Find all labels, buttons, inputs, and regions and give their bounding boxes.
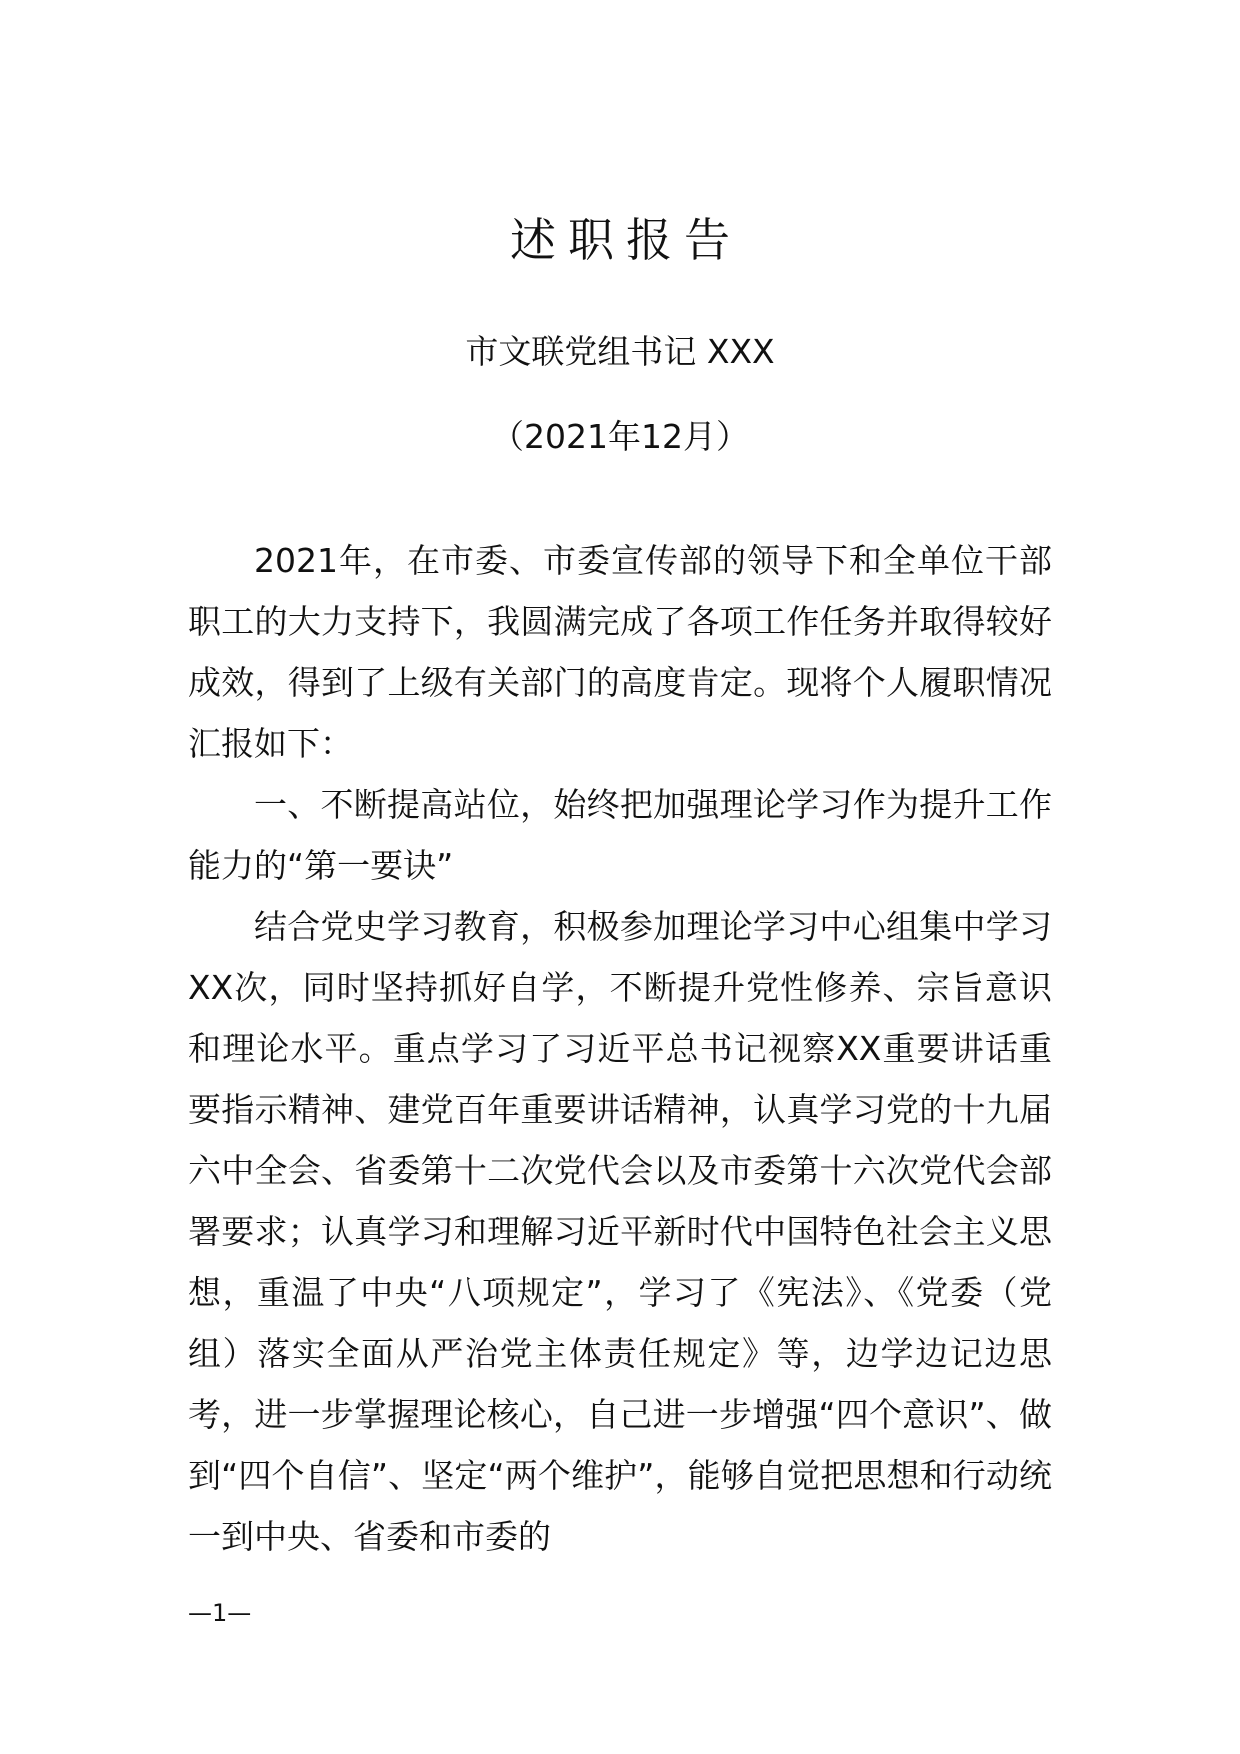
intro-paragraph: 2021年，在市委、市委宣传部的领导下和全单位干部职工的大力支持下，我圆满完成了各项工作任务并取得较好成效，得到了上级有关部门的高度肯定。现将个人履职情况汇报如下： xyxy=(188,541,1052,763)
body-paragraph: 结合党史学习教育，积极参加理论学习中心组集中学习XX次，同时坚持抓好自学，不断提升党性修养、宗旨意识和理论水平。重点学习了习近平总书记视察XX重要讲话重要指示精神、建党百年重要讲话精神，认真学习党的十九届六中全会、省委第十二次党代会以及市委第十六次党代会部署要求；认真学习和理解习近平新时代中国特色社会主义思想，重温了中央“八项规定”，学习了《宪法》、《党委（党组）落实全面从严治党主体责任规定》等，边学边记边思考，进一步掌握理论核心，自己进一步增强“四个意识”、做到“四个自信”、坚定“两个维护”，能够自觉把思想和行动统一到中央、省委和市委的 xyxy=(188,907,1052,1556)
page-number: —1— xyxy=(188,1599,252,1627)
report-title: 述职报告 xyxy=(510,213,742,267)
report-body xyxy=(188,530,1052,1567)
report-date: （2021年12月） xyxy=(491,417,749,456)
report-author: 市文联党组书记 XXX xyxy=(465,332,775,371)
section-heading: 一、不断提高站位，始终把加强理论学习作为提升工作能力的“第一要诀” xyxy=(188,785,1052,885)
